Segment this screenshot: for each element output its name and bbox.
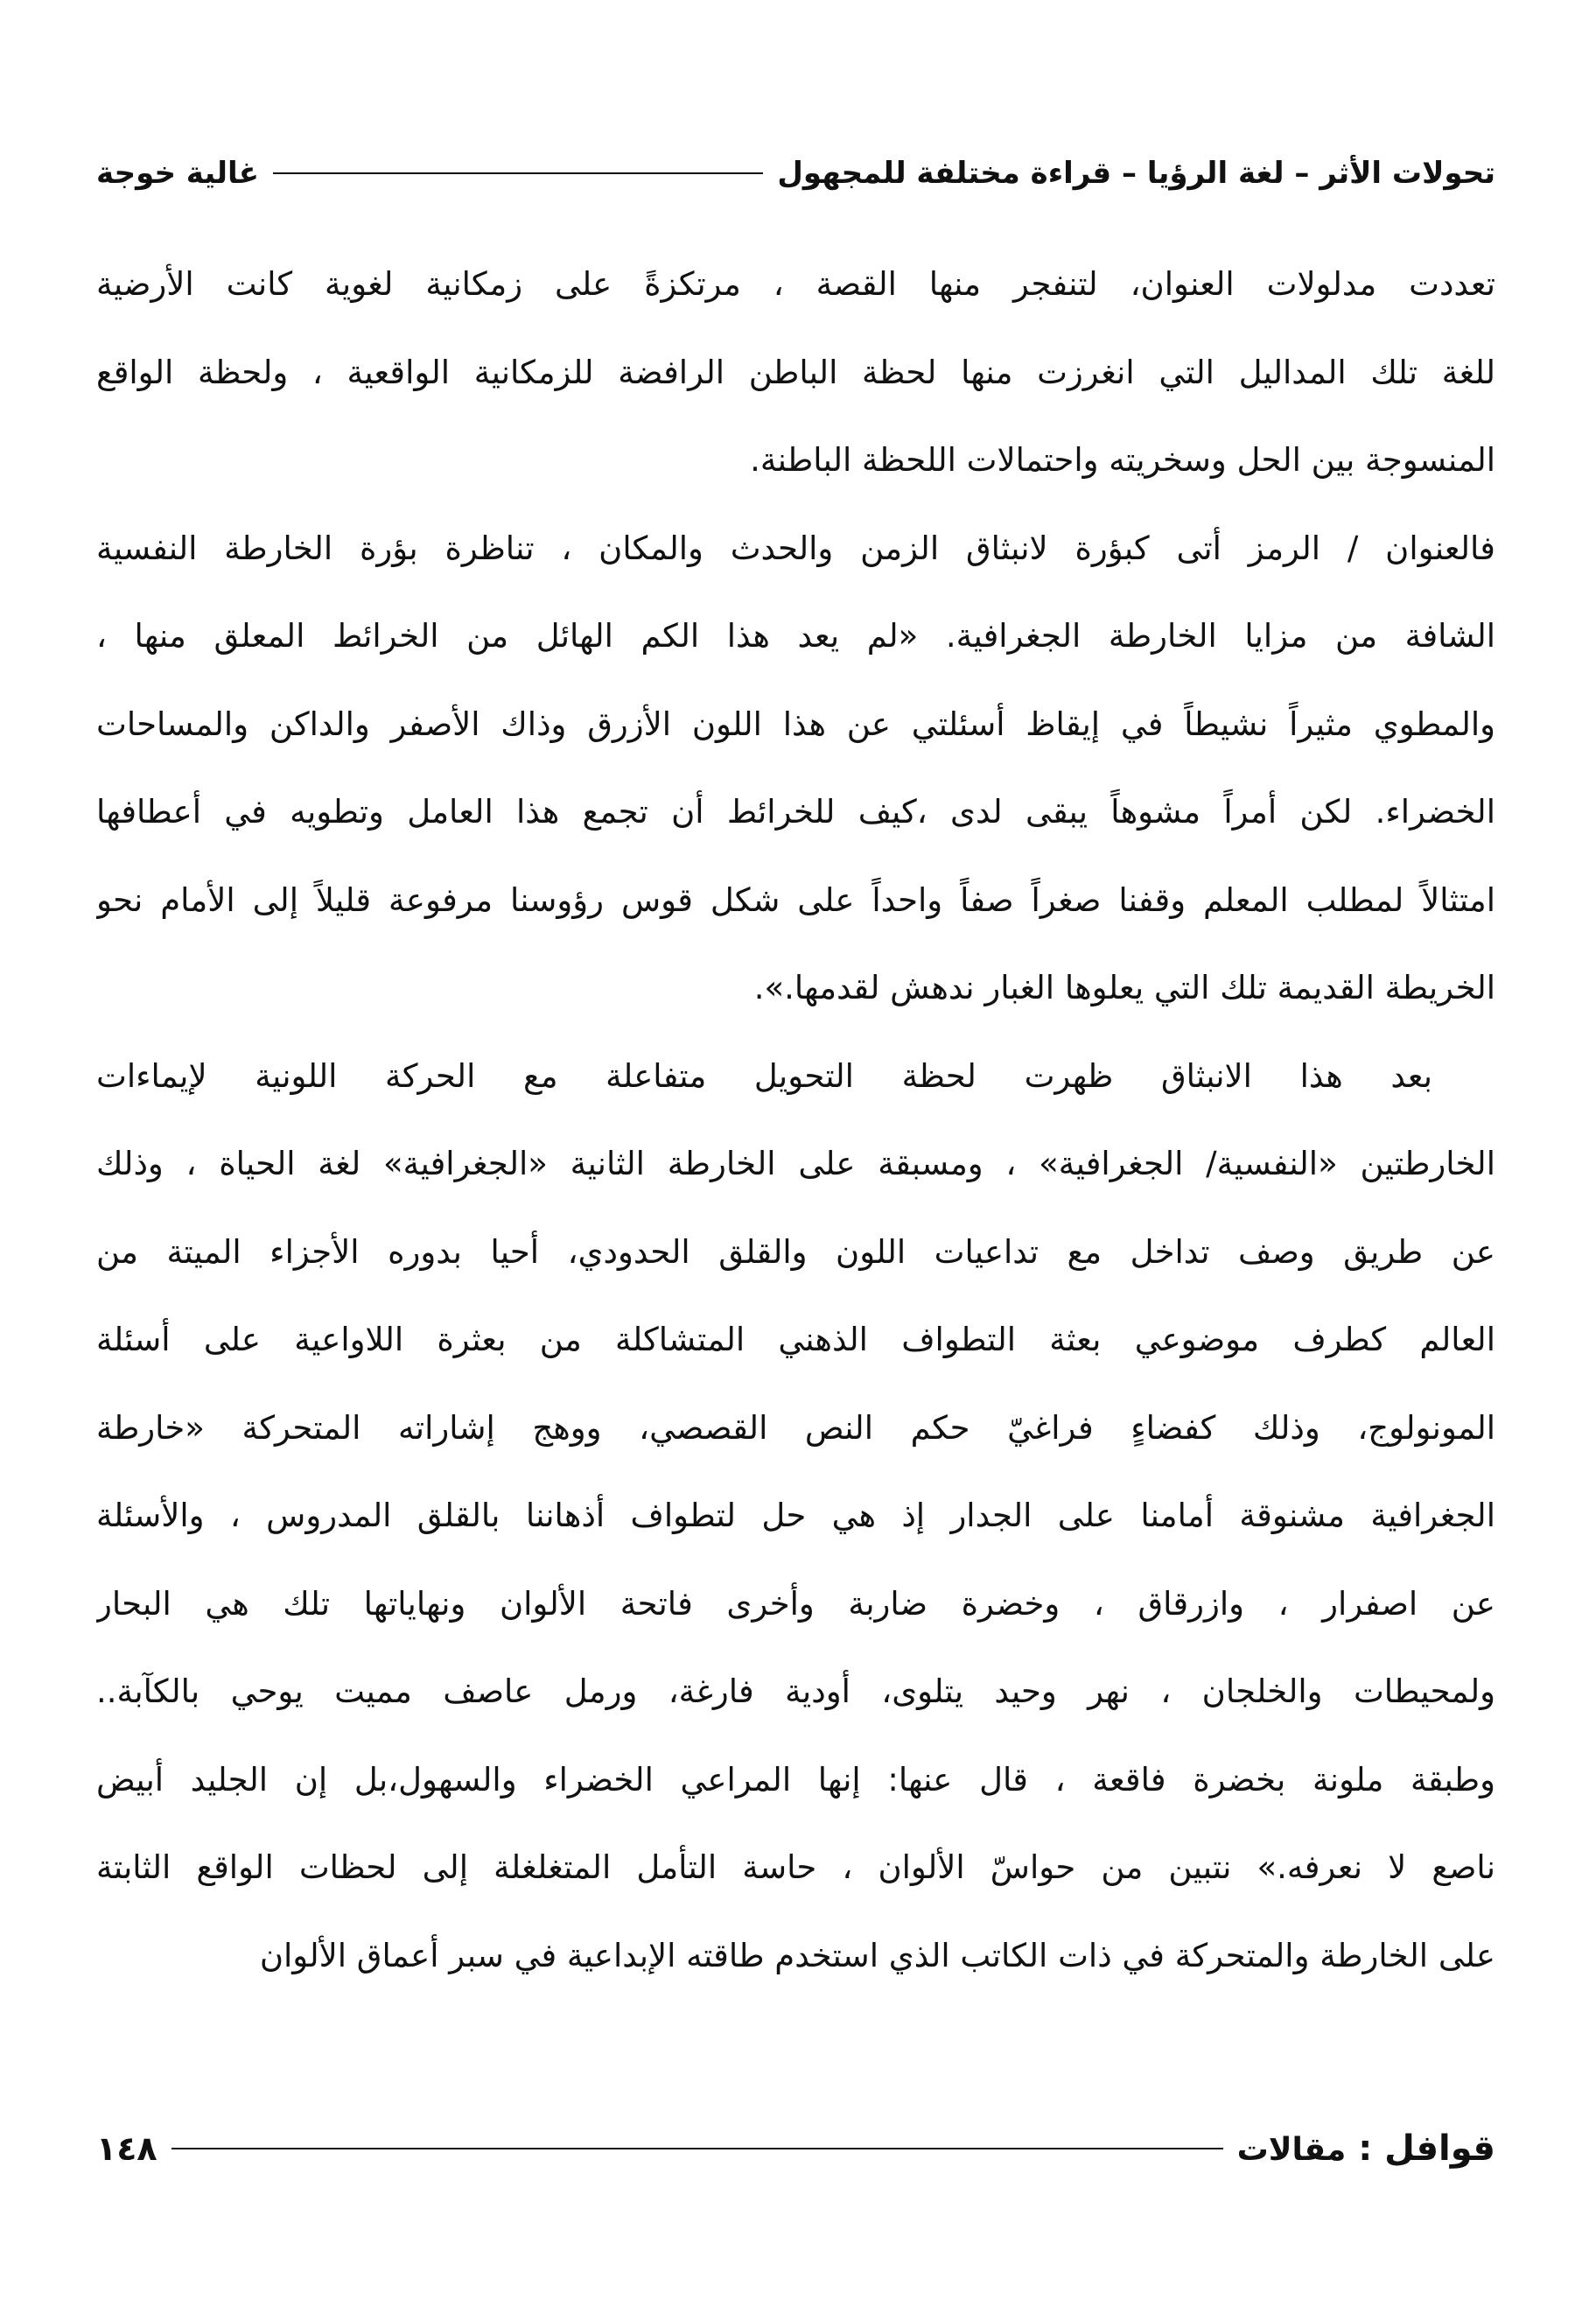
- journal-section: مقالات: [1236, 2132, 1347, 2168]
- body-text: [96, 241, 1495, 2000]
- footer-rule: [172, 2148, 1223, 2149]
- paragraph-line: والمطوي مثيراً نشيطاً في إيقاظ أسئلتي عن هذا اللون الأزرق وذاك الأصفر والداكن والمساحات: [96, 705, 1495, 743]
- paragraph-line: ناصع لا نعرفه.» نتبين من حواسّ الألوان ، حاسة التأمل المتغلغلة إلى لحظات الواقع الثابتة: [96, 1848, 1495, 1886]
- footer-journal-title: [1237, 2128, 1495, 2169]
- paragraph-line: عن اصفرار ، وازرقاق ، وخضرة ضاربة وأخرى فاتحة الألوان ونهاياتها تلك هي البحار: [96, 1584, 1495, 1623]
- paragraph-line: عن طريق وصف تداخل مع تداعيات اللون والقلق الحدودي، أحيا بدوره الأجزاء الميتة من: [96, 1232, 1495, 1271]
- page-footer: [96, 2118, 1495, 2179]
- paragraph-line: الشافة من مزايا الخارطة الجغرافية. «لم يعد هذا الكم الهائل من الخرائط المعلق منها ،: [96, 617, 1495, 655]
- running-header: [96, 147, 1495, 200]
- paragraph-line: العالم كطرف موضوعي بعثة التطواف الذهني المتشاكلة من بعثرة اللاواعية على أسئلة: [96, 1321, 1495, 1358]
- paragraph-line: بعد هذا الانبثاق ظهرت لحظة التحويل متفاعلة مع الحركة اللونية لإيماءات: [96, 1056, 1432, 1095]
- page-number: ١٤٨: [96, 2129, 158, 2168]
- paragraph-line: ولمحيطات والخلجان ، نهر وحيد يتلوى، أودية فارغة، ورمل عاصف مميت يوحي بالكآبة..: [96, 1672, 1495, 1710]
- paragraph-line: الخارطتين «النفسية/ الجغرافية» ، ومسبقة على الخارطة الثانية «الجغرافية» لغة الحياة ، وذلك: [96, 1145, 1495, 1182]
- paragraph-line: الخضراء. لكن أمراً مشوهاً يبقى لدى ،كيف للخرائط أن تجمع هذا العامل وتطويه في أعطافها: [96, 793, 1495, 831]
- header-rule: [273, 172, 763, 174]
- paragraph-line: تعددت مدلولات العنوان، لتنفجر منها القصة ، مرتكزةً على زمكانية لغوية كانت الأرضية: [96, 265, 1495, 303]
- paragraph-line: المونولوج، وذلك كفضاءٍ فراغيّ حكم النص القصصي، ووهج إشاراته المتحركة «خارطة: [96, 1408, 1495, 1447]
- paragraph-line: الجغرافية مشنوقة أمامنا على الجدار إذ هي حل لتطواف أذهاننا بالقلق المدروس ، والأسئلة: [96, 1497, 1495, 1534]
- journal-name: قوافل: [1384, 2128, 1495, 2169]
- paragraph-line: للغة تلك المداليل التي انغرزت منها لحظة الباطن الرافضة للزمكانية الواقعية ، ولحظة الواقع: [96, 353, 1495, 391]
- running-header-title: تحولات الأثر – لغة الرؤيا – قراءة مختلفة للمجهول: [777, 156, 1495, 191]
- paragraph-line: الخريطة القديمة تلك التي يعلوها الغبار ندهش لقدمها.».: [753, 969, 1495, 1006]
- paragraph-line: امتثالاً لمطلب المعلم وقفنا صغراً صفاً واحداً على شكل قوس رؤوسنا مرفوعة قليلاً إلى الأمام نحو: [96, 880, 1495, 919]
- journal-separator: :: [1346, 2128, 1385, 2169]
- paragraph-line: فالعنوان / الرمز أتى كبؤرة لانبثاق الزمن والحدث والمكان ، تناظرة بؤرة الخارطة النفسية: [96, 529, 1495, 567]
- paragraph-line: على الخارطة والمتحركة في ذات الكاتب الذي استخدم طاقته الإبداعية في سبر أعماق الألوان: [259, 1936, 1495, 1974]
- running-header-author: غالية خوجة: [96, 156, 260, 191]
- paragraph-line: المنسوجة بين الحل وسخريته واحتمالات اللحظة الباطنة.: [750, 441, 1495, 479]
- paragraph-line: وطبقة ملونة بخضرة فاقعة ، قال عنها: إنها المراعي الخضراء والسهول،بل إن الجليد أبيض: [96, 1760, 1495, 1799]
